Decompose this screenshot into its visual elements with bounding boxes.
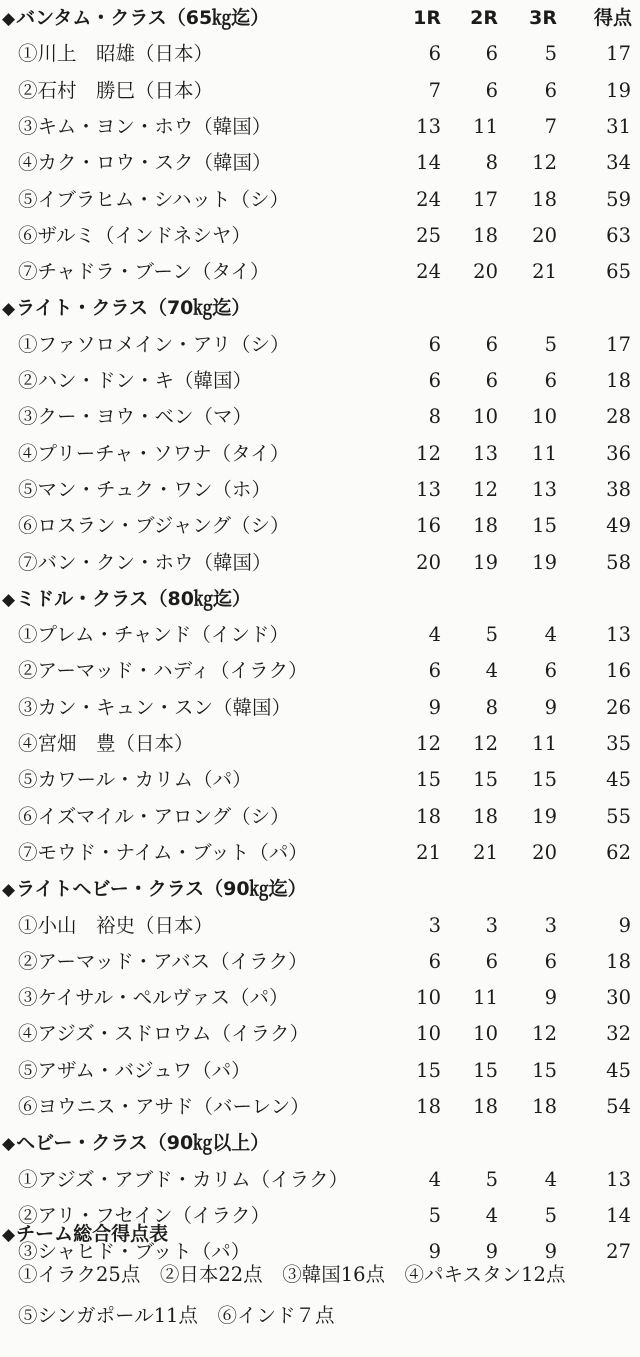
score-total: 58 [606, 550, 631, 574]
score-2r: 11 [473, 114, 498, 138]
score-3r: 21 [532, 260, 557, 284]
team-total-list [18, 1254, 632, 1336]
athlete-name: ⑦チャドラ・ブーン（タイ） [18, 260, 270, 284]
team-total-heading [2, 1216, 168, 1252]
athlete-row [0, 690, 640, 726]
athlete-row [0, 327, 640, 363]
score-total: 63 [606, 223, 631, 247]
col-header-total: 得点 [593, 7, 632, 29]
score-3r: 9 [544, 986, 557, 1010]
athlete-name: ④カク・ロウ・スク（韓国） [18, 151, 272, 175]
athlete-name: ②アリ・フセイン（イラク） [18, 1203, 270, 1227]
score-3r: 19 [532, 804, 557, 828]
score-1r: 15 [416, 1058, 441, 1082]
team-rank-item: ④パキスタン12点 [404, 1263, 566, 1286]
score-3r: 5 [544, 1203, 557, 1227]
score-3r: 3 [544, 913, 557, 937]
score-1r: 13 [416, 477, 441, 501]
score-2r: 9 [485, 1240, 498, 1264]
score-1r: 6 [428, 659, 441, 683]
score-total: 27 [606, 1240, 631, 1264]
score-1r: 24 [416, 260, 441, 284]
score-1r: 10 [416, 986, 441, 1010]
score-2r: 6 [485, 332, 498, 356]
score-total: 26 [606, 695, 631, 719]
class-title [2, 871, 307, 908]
score-total: 55 [606, 804, 631, 828]
score-2r: 5 [485, 623, 498, 647]
score-3r: 4 [544, 1167, 557, 1191]
class-title [2, 581, 251, 618]
class-header [0, 290, 640, 326]
score-total: 45 [606, 768, 631, 792]
score-2r: 6 [485, 78, 498, 102]
athlete-row [0, 944, 640, 980]
athlete-row [0, 109, 640, 145]
score-2r: 3 [485, 913, 498, 937]
athlete-row [0, 1162, 640, 1198]
score-3r: 15 [532, 514, 557, 538]
team-rank-item: ②日本22点 [159, 1263, 263, 1286]
score-1r: 8 [428, 405, 441, 429]
score-3r: 13 [532, 477, 557, 501]
athlete-row [0, 980, 640, 1016]
team-rank-item: ⑥インド７点 [217, 1304, 335, 1327]
score-3r: 18 [532, 1095, 557, 1118]
athlete-name: ③キム・ヨン・ホウ（韓国） [18, 114, 272, 138]
score-total: 59 [606, 187, 631, 211]
score-total: 45 [606, 1058, 631, 1082]
score-2r: 17 [473, 187, 498, 211]
score-total: 17 [606, 332, 631, 356]
athlete-name: ②アーマッド・アバス（イラク） [18, 949, 308, 973]
score-3r: 10 [532, 405, 557, 429]
score-3r: 6 [544, 78, 557, 102]
score-1r: 9 [428, 695, 441, 719]
score-total: 14 [606, 1203, 631, 1227]
score-1r: 7 [428, 78, 441, 102]
score-total: 19 [606, 78, 631, 102]
score-3r: 5 [544, 42, 557, 66]
score-1r: 24 [416, 187, 441, 211]
score-total: 38 [606, 477, 631, 501]
score-total: 17 [606, 42, 631, 66]
score-total: 13 [606, 1167, 631, 1191]
score-3r: 11 [532, 732, 557, 755]
athlete-row [0, 726, 640, 762]
athlete-name: ①プレム・チャンド（インド） [18, 623, 289, 647]
score-3r: 7 [544, 114, 557, 138]
score-2r: 8 [485, 695, 498, 719]
class-title [2, 1125, 269, 1162]
score-3r: 4 [544, 623, 557, 647]
score-1r: 18 [416, 1095, 441, 1118]
athlete-name: ③ケイサル・ペルヴァス（パ） [18, 986, 289, 1010]
athlete-row [0, 653, 640, 689]
score-1r: 12 [416, 732, 441, 755]
class-title-text: ヘビー・クラス（90㎏以上） [16, 1132, 270, 1155]
diamond-bullet-icon: ◆ [2, 299, 16, 320]
athlete-row [0, 1089, 640, 1125]
score-total: 65 [606, 260, 631, 284]
athlete-name: ⑤カワール・カリム（パ） [18, 768, 252, 792]
class-title-text: ライト・クラス（70㎏迄） [16, 297, 251, 320]
diamond-bullet-icon: ◆ [2, 1134, 16, 1155]
score-2r: 8 [485, 151, 498, 175]
diamond-bullet-icon: ◆ [2, 589, 16, 610]
score-1r: 6 [428, 369, 441, 392]
athlete-row [0, 799, 640, 835]
athlete-row [0, 145, 640, 181]
score-1r: 20 [416, 550, 441, 574]
athlete-row [0, 182, 640, 218]
score-2r: 19 [473, 550, 498, 574]
athlete-name: ⑥イズマイル・アロング（シ） [18, 804, 290, 828]
athlete-row [0, 545, 640, 581]
score-total: 62 [606, 840, 631, 864]
score-1r: 10 [416, 1022, 441, 1046]
athlete-row [0, 363, 640, 399]
diamond-bullet-icon: ◆ [2, 880, 16, 901]
class-title [2, 0, 269, 37]
athlete-row [0, 908, 640, 944]
score-2r: 18 [473, 804, 498, 828]
athlete-row [0, 472, 640, 508]
team-rank-item: ⑤シンガポール11点 [18, 1304, 198, 1327]
class-title-text: バンタム・クラス（65㎏迄） [16, 7, 270, 29]
athlete-row [0, 218, 640, 254]
score-total: 9 [618, 913, 631, 937]
team-rank-item: ①イラク25点 [18, 1263, 141, 1286]
score-1r: 15 [416, 768, 441, 792]
score-3r: 15 [532, 768, 557, 792]
athlete-name: ⑦モウド・ナイム・ブット（パ） [18, 840, 308, 864]
score-3r: 18 [532, 187, 557, 211]
score-total: 18 [606, 949, 631, 973]
score-2r: 11 [473, 986, 498, 1010]
score-2r: 10 [473, 1022, 498, 1046]
athlete-name: ②ハン・ドン・キ（韓国） [18, 369, 253, 392]
athlete-name: ②アーマッド・ハディ（イラク） [18, 659, 308, 683]
class-header [0, 1125, 640, 1161]
score-total: 54 [606, 1095, 631, 1118]
score-3r: 12 [532, 1022, 557, 1046]
score-1r: 5 [428, 1203, 441, 1227]
score-1r: 18 [416, 804, 441, 828]
score-3r: 20 [532, 223, 557, 247]
athlete-row [0, 617, 640, 653]
athlete-name: ⑤アザム・バジュワ（パ） [18, 1058, 251, 1082]
athlete-name: ③クー・ヨウ・ベン（マ） [18, 405, 253, 429]
score-2r: 18 [473, 514, 498, 538]
score-2r: 21 [473, 840, 498, 864]
score-total: 30 [606, 986, 631, 1010]
score-1r: 4 [428, 623, 441, 647]
score-2r: 6 [485, 949, 498, 973]
col-header-3r: 3R [529, 7, 557, 29]
score-2r: 5 [485, 1167, 498, 1191]
athlete-row [0, 436, 640, 472]
score-3r: 11 [532, 441, 557, 465]
score-3r: 5 [544, 332, 557, 356]
score-2r: 4 [485, 659, 498, 683]
team-total-title: チーム総合得点表 [16, 1223, 169, 1245]
score-2r: 6 [485, 42, 498, 66]
athlete-row [0, 36, 640, 72]
athlete-name: ④宮畑 豊（日本） [18, 732, 194, 755]
athlete-row [0, 399, 640, 435]
athlete-name: ⑥ザルミ（インドネシヤ） [18, 223, 251, 247]
score-total: 13 [606, 623, 631, 647]
score-2r: 15 [473, 768, 498, 792]
score-2r: 4 [485, 1203, 498, 1227]
athlete-name: ①川上 昭雄（日本） [18, 42, 214, 66]
score-total: 49 [606, 514, 631, 538]
athlete-name: ⑥ロスラン・ブジャング（シ） [18, 514, 290, 538]
score-2r: 18 [473, 223, 498, 247]
score-3r: 20 [532, 840, 557, 864]
score-3r: 9 [544, 1240, 557, 1264]
score-1r: 9 [428, 1240, 441, 1264]
score-total: 34 [606, 151, 631, 175]
class-header [0, 581, 640, 617]
class-title-text: ミドル・クラス（80㎏迄） [16, 587, 251, 610]
score-total: 35 [606, 732, 631, 755]
score-2r: 10 [473, 405, 498, 429]
score-1r: 6 [428, 949, 441, 973]
athlete-name: ①ファソロメイン・アリ（シ） [18, 332, 290, 356]
score-1r: 21 [416, 840, 441, 864]
score-2r: 20 [473, 260, 498, 284]
athlete-name: ⑤マン・チュク・ワン（ホ） [18, 477, 271, 501]
score-total: 32 [606, 1022, 631, 1046]
team-rank-item: ③韓国16点 [282, 1263, 386, 1286]
athlete-row [0, 508, 640, 544]
athlete-name: ④アジズ・スドロウム（イラク） [18, 1022, 309, 1046]
athlete-name: ②石村 勝巳（日本） [18, 78, 214, 102]
score-2r: 12 [473, 732, 498, 755]
athlete-row [0, 254, 640, 290]
score-1r: 16 [416, 514, 441, 538]
diamond-bullet-icon: ◆ [2, 1225, 16, 1245]
diamond-bullet-icon: ◆ [2, 9, 16, 29]
score-2r: 15 [473, 1058, 498, 1082]
score-3r: 19 [532, 550, 557, 574]
athlete-name: ①アジズ・アブド・カリム（イラク） [18, 1167, 349, 1191]
class-title [2, 290, 250, 327]
score-1r: 12 [416, 441, 441, 465]
athlete-row [0, 1053, 640, 1089]
score-total: 18 [606, 369, 631, 392]
athlete-name: ④プリーチャ・ソワナ（タイ） [18, 441, 290, 465]
score-1r: 6 [428, 42, 441, 66]
score-3r: 6 [544, 949, 557, 973]
score-total: 36 [606, 441, 631, 465]
athlete-row [0, 762, 640, 798]
athlete-name: ①小山 裕史（日本） [18, 913, 214, 937]
score-1r: 13 [416, 114, 441, 138]
score-3r: 12 [532, 151, 557, 175]
score-2r: 12 [473, 477, 498, 501]
score-1r: 6 [428, 332, 441, 356]
athlete-name: ⑥ヨウニス・アサド（バーレン） [18, 1095, 310, 1118]
score-3r: 9 [544, 695, 557, 719]
athlete-row [0, 73, 640, 109]
score-total: 16 [606, 659, 631, 683]
athlete-row [0, 1016, 640, 1052]
col-header-1r: 1R [413, 7, 441, 29]
score-3r: 15 [532, 1058, 557, 1082]
score-total: 31 [606, 114, 631, 138]
athlete-name: ⑦バン・クン・ホウ（韓国） [18, 550, 272, 574]
class-header [0, 871, 640, 907]
class-title-text: ライトヘビー・クラス（90㎏迄） [16, 878, 307, 901]
score-3r: 6 [544, 659, 557, 683]
col-header-2r: 2R [470, 7, 498, 29]
class-header [0, 0, 640, 36]
score-2r: 6 [485, 369, 498, 392]
score-2r: 18 [473, 1095, 498, 1118]
score-3r: 6 [544, 369, 557, 392]
score-1r: 3 [428, 913, 441, 937]
score-1r: 14 [416, 151, 441, 175]
athlete-name: ⑤イブラヒム・シハット（シ） [18, 187, 290, 211]
score-total: 28 [606, 405, 631, 429]
score-1r: 25 [416, 223, 441, 247]
athlete-name: ③カン・キュン・スン（韓国） [18, 695, 292, 719]
score-1r: 4 [428, 1167, 441, 1191]
score-2r: 13 [473, 441, 498, 465]
athlete-row [0, 835, 640, 871]
athlete-name: ③シャヒド・ブット（パ） [18, 1240, 251, 1264]
